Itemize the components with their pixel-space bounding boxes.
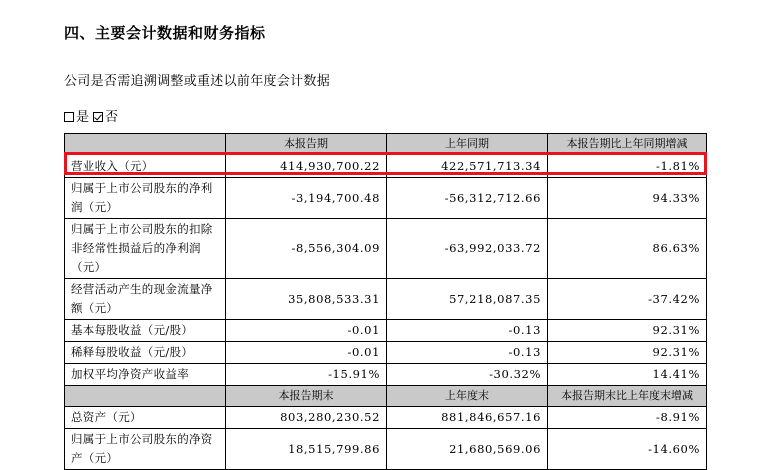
header-change: 本报告期末比上年度末增减 xyxy=(548,386,707,407)
row-label: 经营活动产生的现金流量净额（元） xyxy=(65,279,226,320)
cell-current: -3,194,700.48 xyxy=(226,178,387,219)
cell-change: 94.33% xyxy=(548,178,707,219)
checkbox-yes-icon[interactable] xyxy=(64,112,74,122)
row-label: 归属于上市公司股东的净资产（元） xyxy=(65,429,226,470)
checkbox-no-checked-icon[interactable] xyxy=(93,112,103,122)
option-no-label: 否 xyxy=(105,110,119,125)
cell-change: -8.91% xyxy=(548,407,707,429)
table-row xyxy=(65,219,707,279)
table-row xyxy=(65,320,707,342)
cell-change: -14.60% xyxy=(548,429,707,470)
header-blank-cell xyxy=(65,134,226,155)
cell-current: -8,556,304.09 xyxy=(226,219,387,279)
header-current-period: 本报告期 xyxy=(226,134,387,155)
cell-prior: -56,312,712.66 xyxy=(387,178,548,219)
header-current-period-end: 本报告期末 xyxy=(226,386,387,407)
header-change: 本报告期比上年同期增减 xyxy=(548,134,707,155)
cell-prior: 21,680,569.06 xyxy=(387,429,548,470)
option-yes-label: 是 xyxy=(76,110,90,125)
table-header-row xyxy=(65,386,707,407)
cell-prior: 881,846,657.16 xyxy=(387,407,548,429)
section-heading: 四、主要会计数据和财务指标 xyxy=(64,24,266,42)
table-row xyxy=(65,342,707,364)
header-prior-period: 上年同期 xyxy=(387,134,548,155)
cell-change: -1.81% xyxy=(548,155,707,178)
cell-current: 35,808,533.31 xyxy=(226,279,387,320)
cell-current: 18,515,799.86 xyxy=(226,429,387,470)
header-prior-year-end: 上年度末 xyxy=(387,386,548,407)
cell-current: -15.91% xyxy=(226,364,387,386)
row-label: 总资产（元） xyxy=(65,407,226,429)
cell-prior: 57,218,087.35 xyxy=(387,279,548,320)
row-label: 基本每股收益（元/股） xyxy=(65,320,226,342)
cell-prior: -0.13 xyxy=(387,342,548,364)
cell-prior: -0.13 xyxy=(387,320,548,342)
table-header-row xyxy=(65,134,707,155)
table-row xyxy=(65,279,707,320)
cell-current: -0.01 xyxy=(226,320,387,342)
table-row xyxy=(65,407,707,429)
table-row xyxy=(65,364,707,386)
row-label: 归属于上市公司股东的扣除非经常性损益后的净利润（元） xyxy=(65,219,226,279)
header-blank-cell xyxy=(65,386,226,407)
cell-change: 92.31% xyxy=(548,320,707,342)
cell-change: 86.63% xyxy=(548,219,707,279)
cell-prior: -63,992,033.72 xyxy=(387,219,548,279)
cell-change: 14.41% xyxy=(548,364,707,386)
cell-change: -37.42% xyxy=(548,279,707,320)
cell-prior: 422,571,713.34 xyxy=(387,155,548,178)
table-row xyxy=(65,429,707,470)
cell-current: 803,280,230.52 xyxy=(226,407,387,429)
restatement-options xyxy=(64,106,122,125)
restatement-question: 公司是否需追溯调整或重述以前年度会计数据 xyxy=(64,74,331,89)
cell-current: 414,930,700.22 xyxy=(226,155,387,178)
table-row xyxy=(65,155,707,178)
cell-prior: -30.32% xyxy=(387,364,548,386)
cell-current: -0.01 xyxy=(226,342,387,364)
table-row xyxy=(65,178,707,219)
cell-change: 92.31% xyxy=(548,342,707,364)
row-label: 营业收入（元） xyxy=(65,155,226,178)
row-label: 加权平均净资产收益率 xyxy=(65,364,226,386)
financial-data-table xyxy=(64,133,707,470)
row-label: 稀释每股收益（元/股） xyxy=(65,342,226,364)
row-label: 归属于上市公司股东的净利润（元） xyxy=(65,178,226,219)
